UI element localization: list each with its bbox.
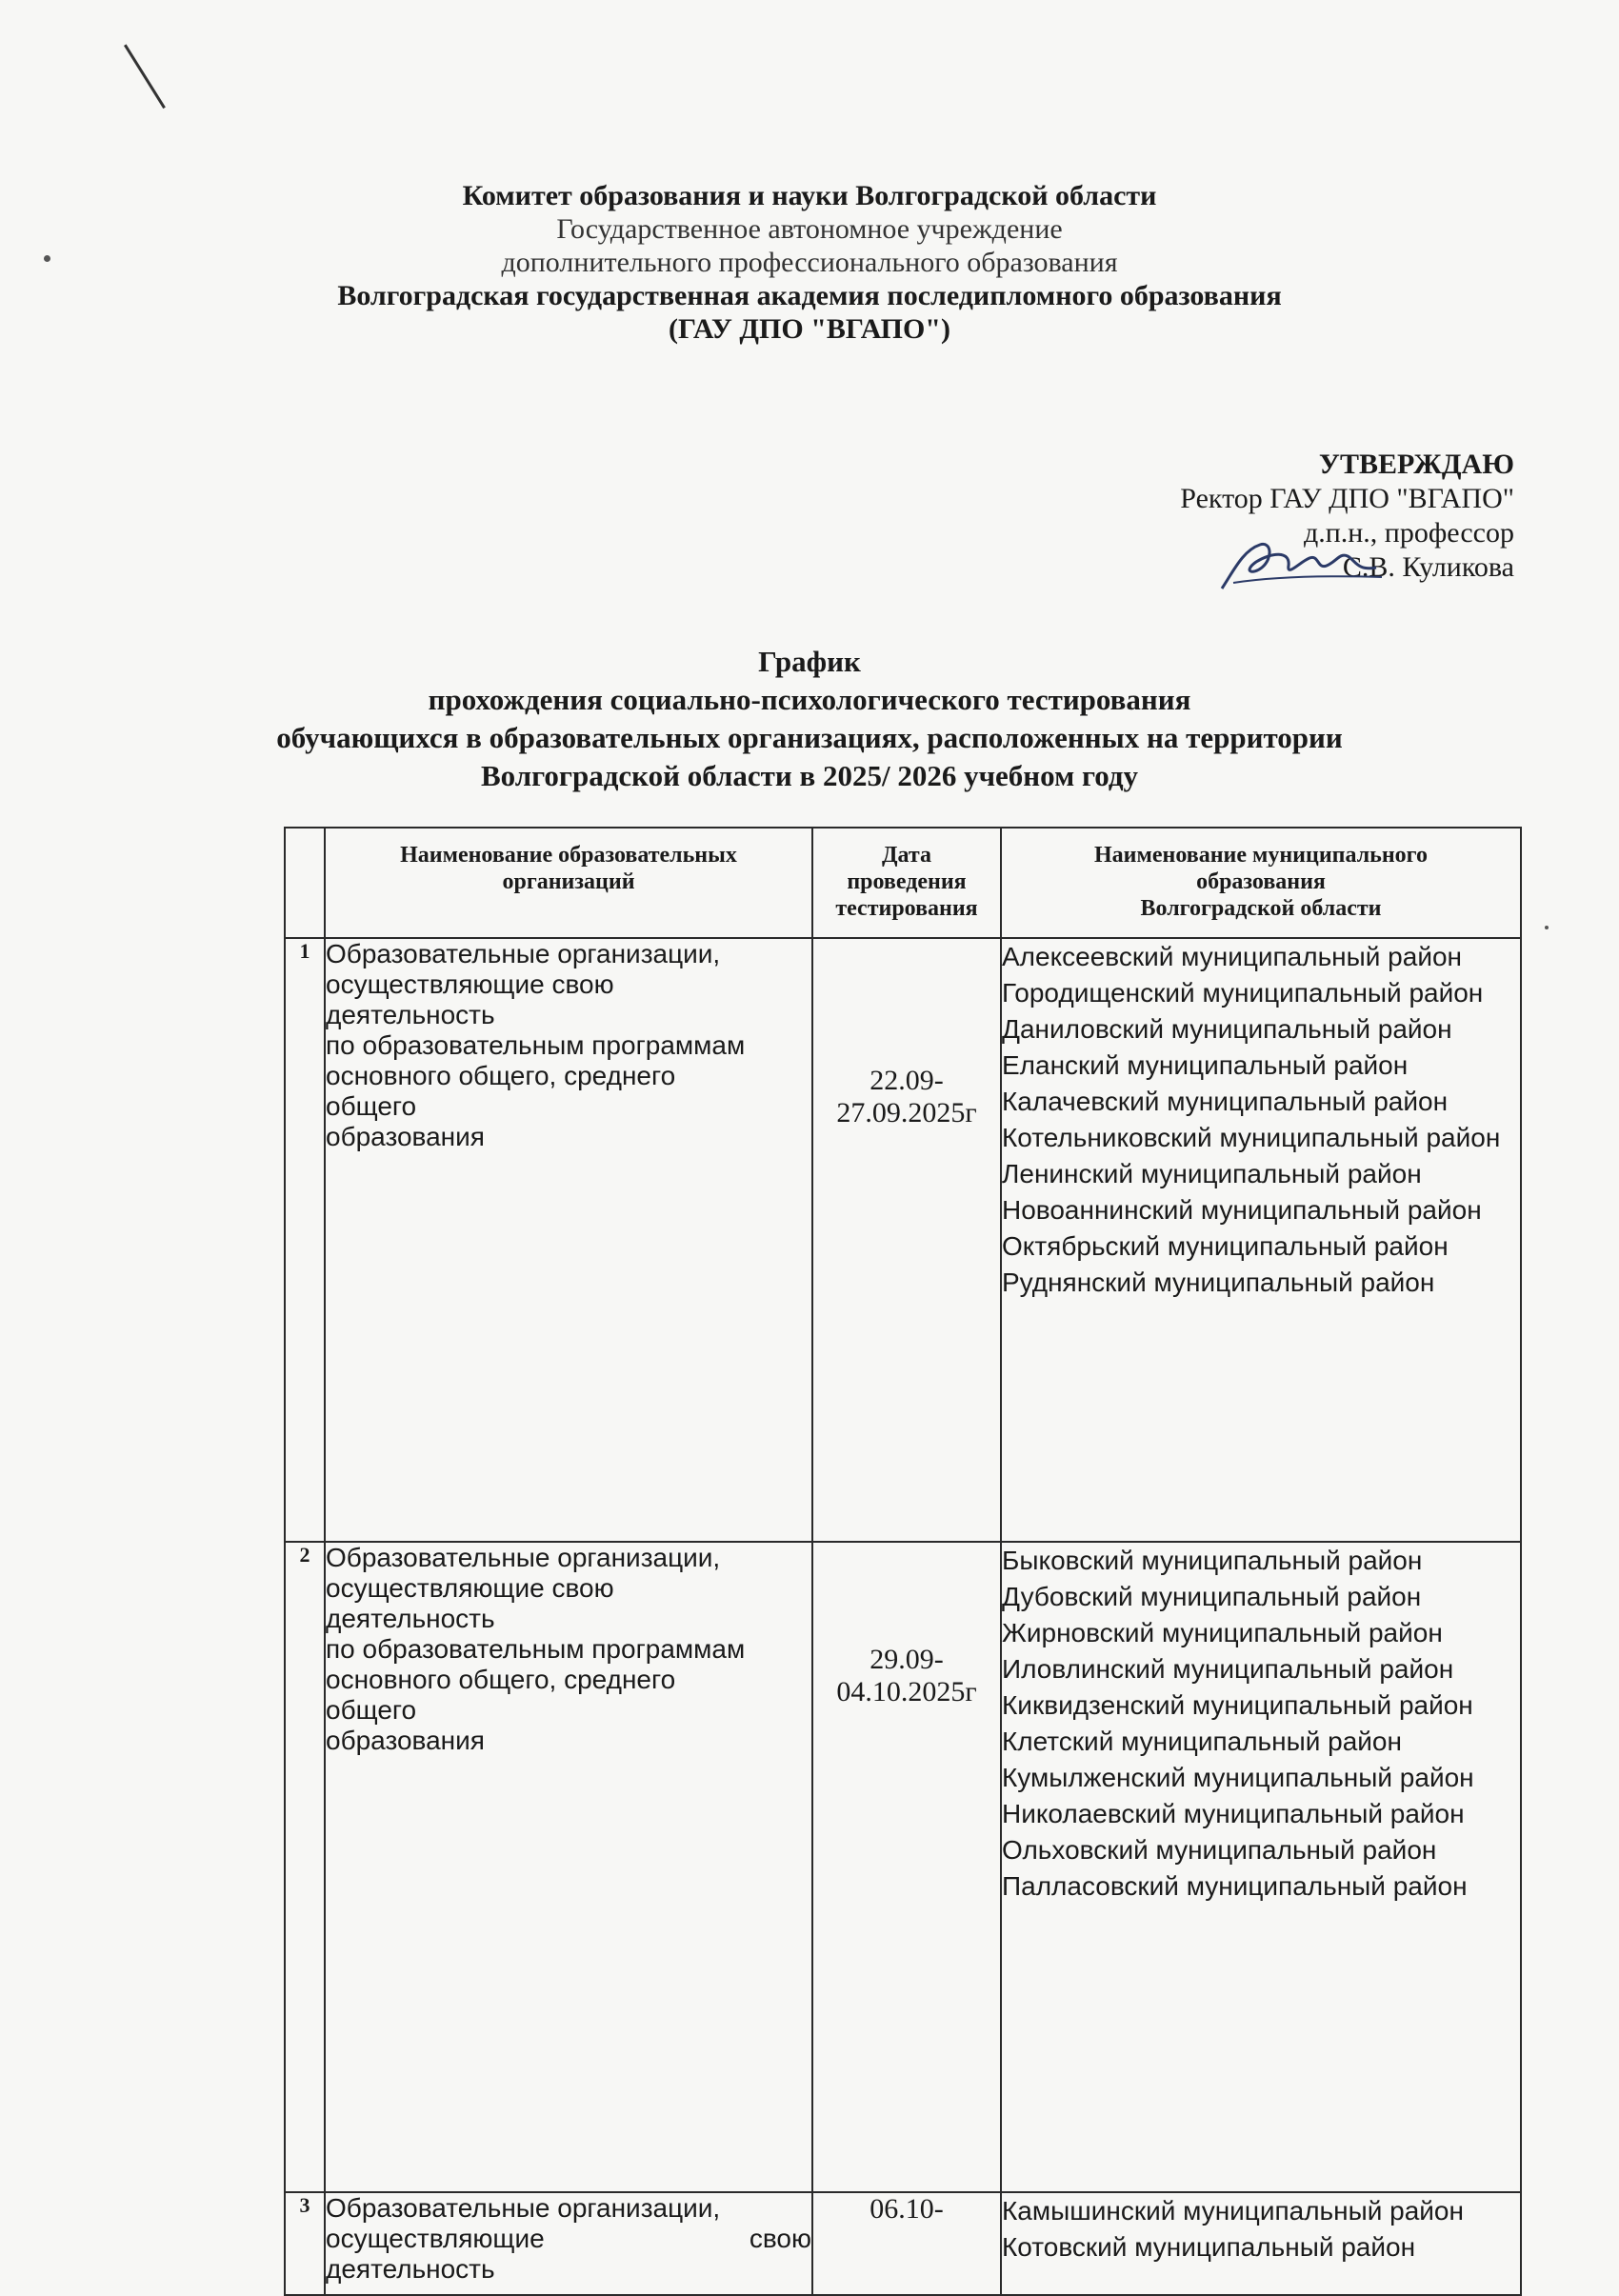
org-line: Образовательные организации, <box>326 1543 721 1572</box>
row-organizations <box>325 2192 812 2295</box>
row-organizations <box>325 1542 812 2192</box>
row-municipalities <box>1001 2192 1521 2295</box>
document-header <box>0 179 1619 346</box>
municipality-item: Дубовский муниципальный район <box>1002 1582 1422 1611</box>
municipality-item: Быковский муниципальный район <box>1002 1546 1423 1575</box>
row-organizations <box>325 938 812 1542</box>
scan-mark <box>124 44 166 109</box>
municipality-item: Клетский муниципальный район <box>1002 1727 1402 1756</box>
document-subtitle-2: обучающихся в образовательных организациях, расположенных на территории <box>276 721 1343 754</box>
header-committee: Комитет образования и науки Волгоградской области <box>462 180 1157 211</box>
municipality-item: Даниловский муниципальный район <box>1002 1014 1452 1044</box>
org-line: общего <box>326 1091 417 1121</box>
org-line: осуществляющие свою <box>326 1573 614 1603</box>
date-line: 22.09- <box>869 1065 944 1096</box>
row-number: 3 <box>285 2192 325 2295</box>
org-word: свою <box>749 2224 811 2253</box>
document-title-block <box>0 643 1619 795</box>
header-num <box>285 828 325 938</box>
document-title: График <box>758 645 861 678</box>
org-line: основного общего, среднего <box>326 1665 676 1694</box>
approval-title: УТВЕРЖДАЮ <box>1318 449 1514 480</box>
approval-degree: д.п.н., профессор <box>1303 517 1514 549</box>
table-row <box>285 938 1521 1542</box>
date-line: 27.09.2025г <box>836 1097 977 1128</box>
municipality-item: Палласовский муниципальный район <box>1002 1871 1468 1901</box>
approval-block <box>1095 448 1514 590</box>
municipality-item: Камышинский муниципальный район <box>1002 2196 1464 2226</box>
org-line: образования <box>326 1122 485 1151</box>
date-line: 06.10- <box>869 2193 944 2225</box>
row-municipalities <box>1001 1542 1521 2192</box>
municipality-item: Жирновский муниципальный район <box>1002 1618 1443 1647</box>
org-line: по образовательным программам <box>326 1030 746 1060</box>
municipality-item: Руднянский муниципальный район <box>1002 1268 1435 1297</box>
header-institution-type: Государственное автономное учреждение <box>556 213 1063 245</box>
table-header-row <box>285 828 1521 938</box>
table-row <box>285 1542 1521 2192</box>
org-line: по образовательным программам <box>326 1634 746 1664</box>
municipality-item: Киквидзенский муниципальный район <box>1002 1690 1473 1720</box>
org-line: Образовательные организации, <box>326 939 721 968</box>
municipality-item: Ольховский муниципальный район <box>1002 1835 1437 1865</box>
date-line: 04.10.2025г <box>836 1676 977 1707</box>
schedule-table <box>284 827 1522 2296</box>
header-org: Наименование образовательных организаций <box>325 828 812 938</box>
approval-position: Ректор ГАУ ДПО "ВГАПО" <box>1180 483 1514 514</box>
municipality-item: Кумылженский муниципальный район <box>1002 1763 1474 1792</box>
document-subtitle-1: прохождения социально-психологического тестирования <box>428 683 1191 716</box>
document-subtitle-3: Волгоградской области в 2025/ 2026 учебном году <box>480 759 1139 792</box>
row-number: 1 <box>285 938 325 1542</box>
org-line: общего <box>326 1695 417 1725</box>
municipality-item: Еланский муниципальный район <box>1002 1050 1409 1080</box>
header-municipality-line: образования <box>1196 869 1326 894</box>
row-municipalities <box>1001 938 1521 1542</box>
signature-row <box>1095 550 1514 590</box>
org-line: осуществляющие свою <box>326 969 614 999</box>
org-line: деятельность <box>326 2254 495 2284</box>
header-institution-name: Волгоградская государственная академия последипломного образования <box>337 280 1282 311</box>
scan-speck <box>1545 926 1549 929</box>
handwritten-signature <box>1214 533 1386 600</box>
table-row <box>285 2192 1521 2295</box>
header-date: Дата проведения тестирования <box>812 828 1001 938</box>
org-line: основного общего, среднего <box>326 1061 676 1090</box>
header-municipality <box>1001 828 1521 938</box>
municipality-item: Николаевский муниципальный район <box>1002 1799 1465 1828</box>
municipality-item: Калачевский муниципальный район <box>1002 1087 1449 1116</box>
municipality-item: Котовский муниципальный район <box>1002 2232 1416 2262</box>
date-line: 29.09- <box>869 1644 944 1675</box>
org-line: Образовательные организации, <box>326 2193 721 2223</box>
municipality-item: Новоаннинский муниципальный район <box>1002 1195 1482 1225</box>
municipality-item: Октябрьский муниципальный район <box>1002 1231 1449 1261</box>
municipality-item: Иловлинский муниципальный район <box>1002 1654 1454 1684</box>
approval-name: С.В. Куликова <box>1342 551 1514 583</box>
municipality-item: Алексеевский муниципальный район <box>1002 942 1462 971</box>
municipality-item: Городищенский муниципальный район <box>1002 978 1484 1008</box>
header-municipality-line: Наименование муниципального <box>1094 843 1428 868</box>
header-institution-kind: дополнительного профессионального образования <box>501 247 1118 278</box>
org-line: деятельность <box>326 1604 495 1633</box>
header-municipality-line: Волгоградской области <box>1140 896 1382 921</box>
org-word: осуществляющие <box>326 2224 545 2253</box>
header-institution-abbr: (ГАУ ДПО "ВГАПО") <box>669 313 950 345</box>
row-test-date <box>812 1542 1001 2192</box>
row-test-date <box>812 938 1001 1542</box>
org-line: деятельность <box>326 1000 495 1029</box>
municipality-item: Ленинский муниципальный район <box>1002 1159 1422 1188</box>
municipality-item: Котельниковский муниципальный район <box>1002 1123 1501 1152</box>
row-test-date <box>812 2192 1001 2295</box>
org-line <box>326 2224 811 2254</box>
row-number: 2 <box>285 1542 325 2192</box>
org-line: образования <box>326 1726 485 1755</box>
